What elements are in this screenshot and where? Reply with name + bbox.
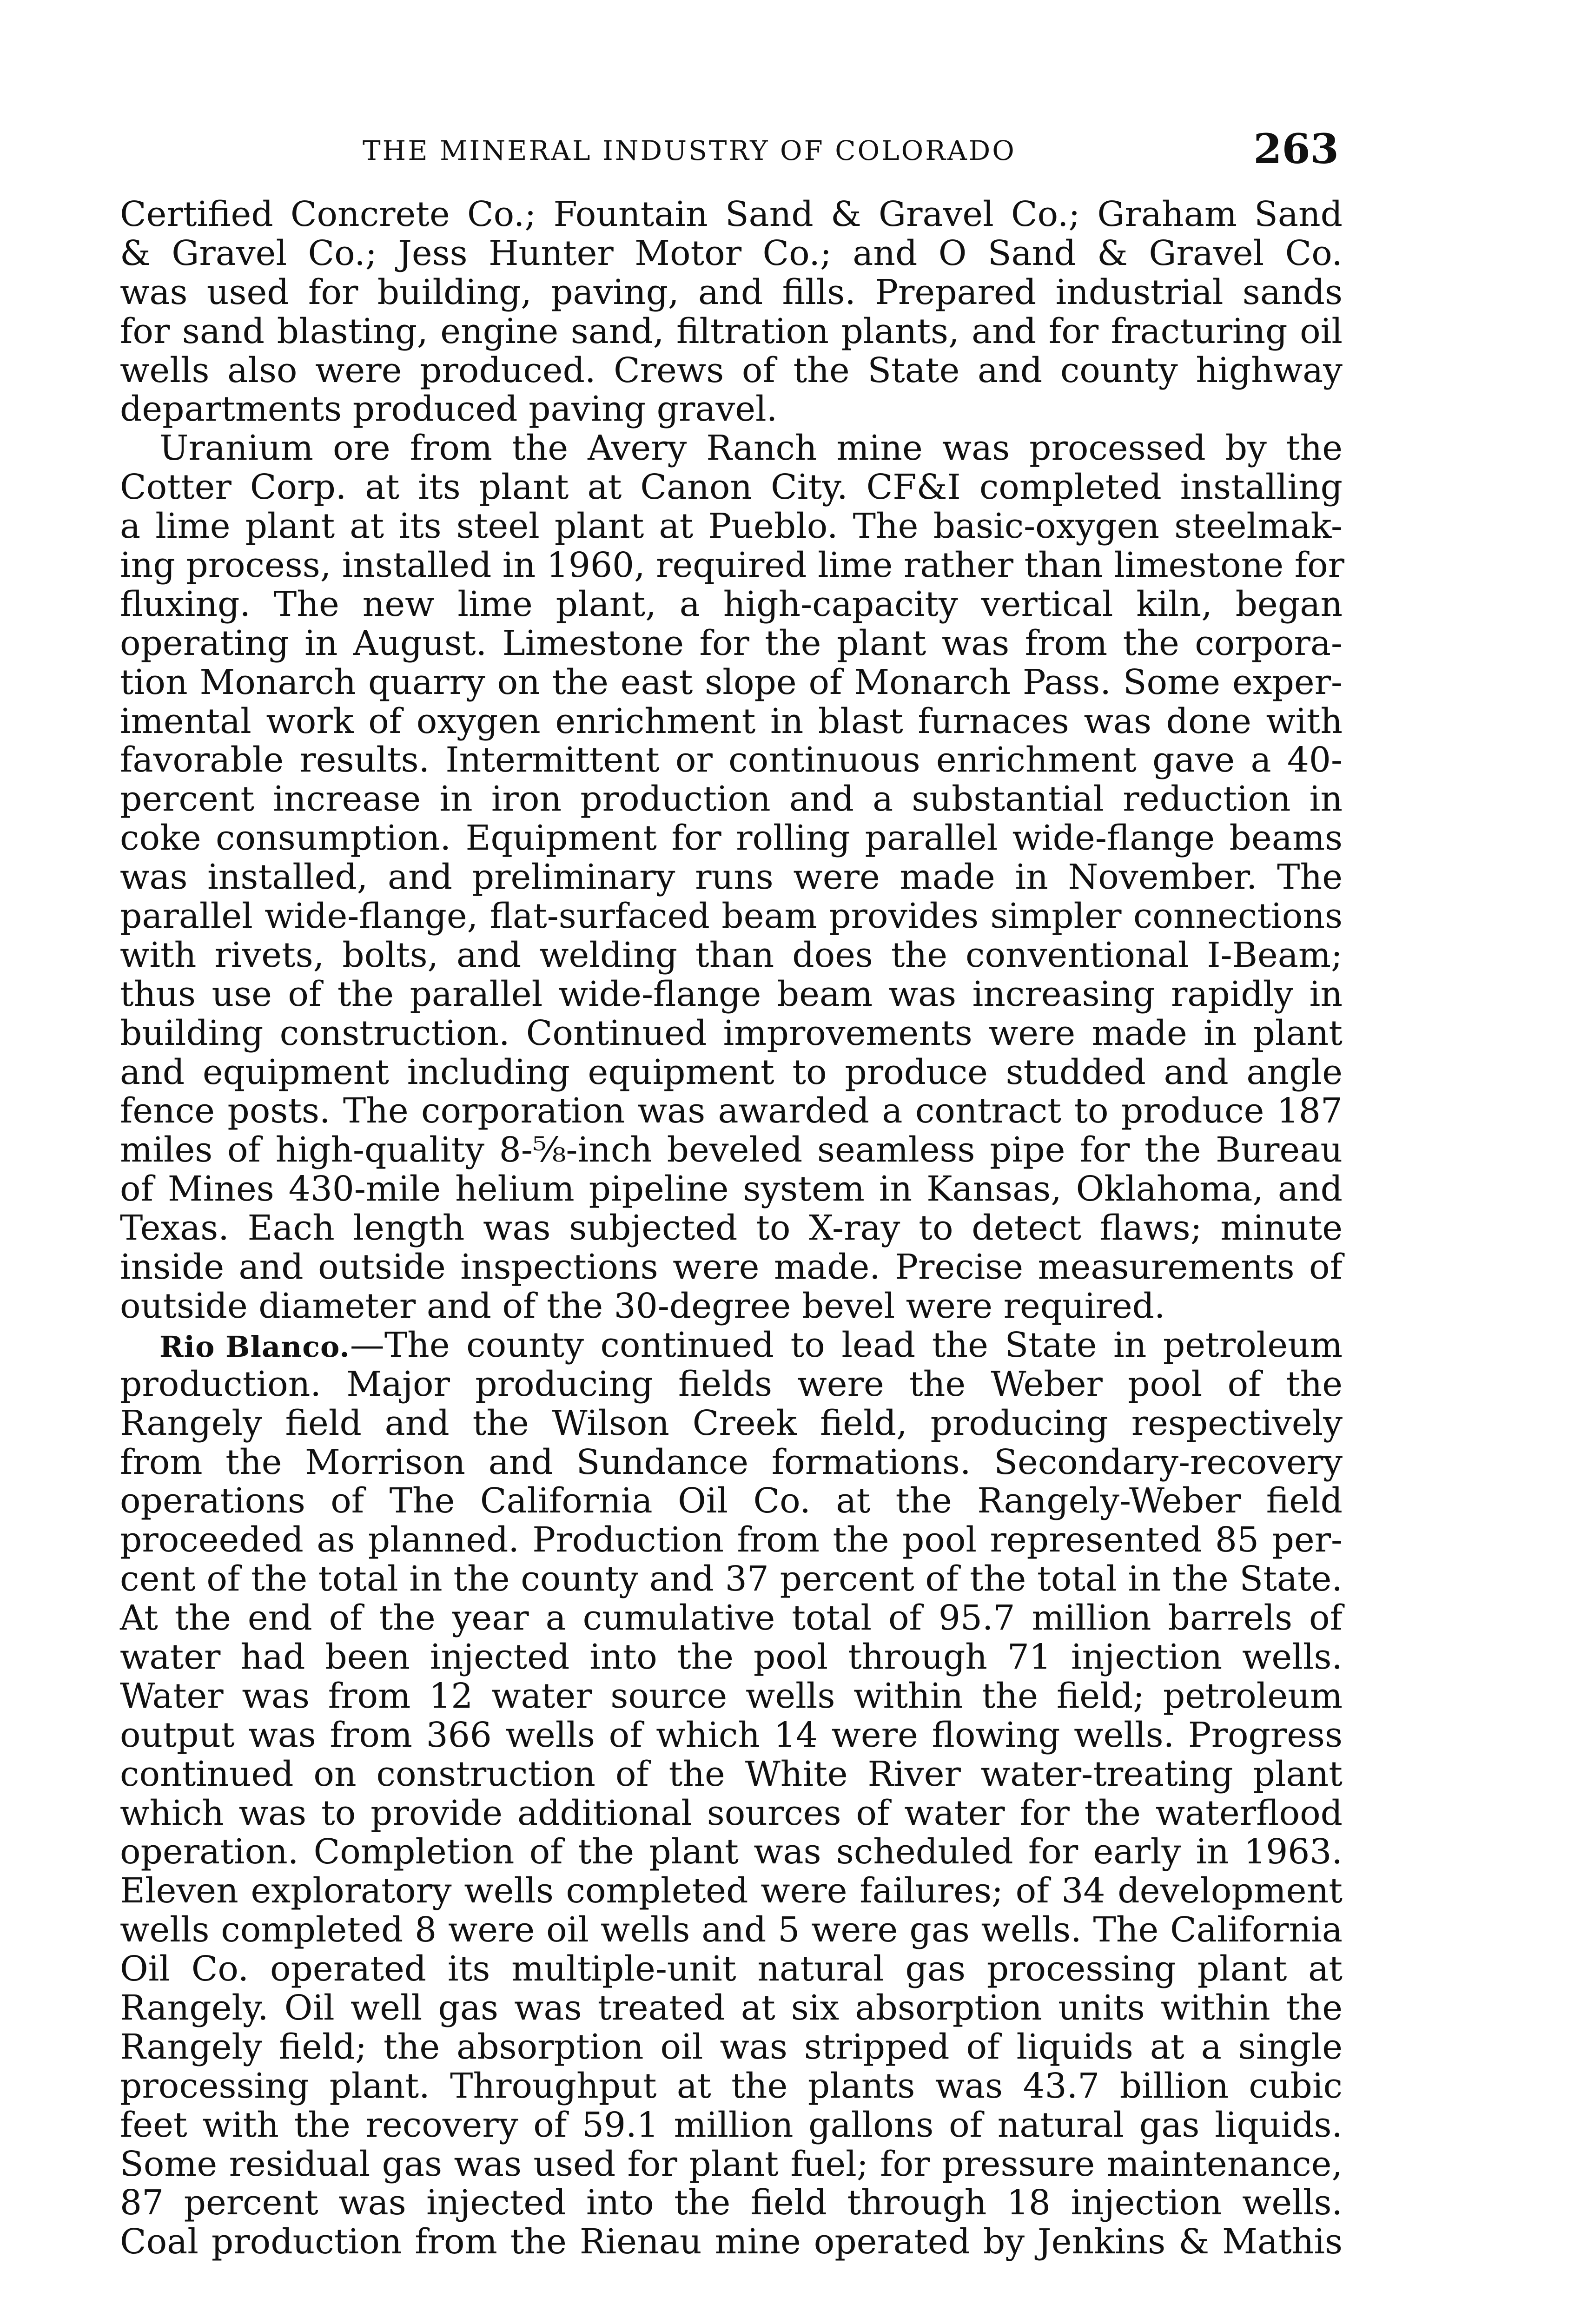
text-line: Water was from 12 water source wells within the field; petroleum: [120, 1676, 1343, 1716]
text-line: operations of The California Oil Co. at the Rangely-Weber field: [120, 1481, 1343, 1521]
run-in-heading: Rio Blanco.: [159, 1329, 350, 1364]
text-line: 87 percent was injected into the field through 18 injection wells.: [120, 2183, 1343, 2223]
text-line: processing plant. Throughput at the plants was 43.7 billion cubic: [120, 2066, 1343, 2106]
text-line: departments produced paving gravel.: [120, 389, 778, 429]
text-line: outside diameter and of the 30-degree bevel were required.: [120, 1286, 1165, 1326]
text-line: a lime plant at its steel plant at Pueblo. The basic-oxygen steelmak-: [120, 506, 1343, 547]
paragraph-uranium-cfi: [120, 429, 1343, 1326]
text-line: tion Monarch quarry on the east slope of Monarch Pass. Some exper-: [120, 662, 1343, 702]
text-line: was installed, and preliminary runs were made in November. The: [120, 857, 1343, 898]
text-line: favorable results. Intermittent or continuous enrichment gave a 40-: [120, 740, 1343, 780]
text-line: At the end of the year a cumulative total of 95.7 million barrels of: [120, 1598, 1343, 1638]
text-line: coke consumption. Equipment for rolling parallel wide-flange beams: [120, 818, 1343, 858]
text-line: water had been injected into the pool through 71 injection wells.: [120, 1637, 1343, 1677]
text-line: Eleven exploratory wells completed were failures; of 34 development: [120, 1871, 1343, 1911]
paragraph-continued: [120, 195, 1343, 429]
text-line: from the Morrison and Sundance formations. Secondary-recovery: [120, 1442, 1343, 1482]
text-line: Oil Co. operated its multiple-unit natural gas processing plant at: [120, 1949, 1343, 1989]
text-line: continued on construction of the White River water-treating plant: [120, 1754, 1343, 1794]
text-line: Texas. Each length was subjected to X-ray to detect flaws; minute: [120, 1208, 1343, 1248]
page-number: 263: [1253, 125, 1339, 173]
text-line-run-in: [120, 1326, 1343, 1365]
text-line: with rivets, bolts, and welding than does the conventional I-Beam;: [120, 935, 1343, 975]
text-line: operating in August. Limestone for the plant was from the corpora-: [120, 623, 1343, 663]
running-title: THE MINERAL INDUSTRY OF COLORADO: [363, 135, 1016, 166]
text-line: inside and outside inspections were made. Precise measurements of: [120, 1247, 1343, 1287]
text-line: imental work of oxygen enrichment in blast furnaces was done with: [120, 701, 1343, 741]
text-line: proceeded as planned. Production from the pool represented 85 per-: [120, 1520, 1343, 1560]
text-line: Uranium ore from the Avery Ranch mine was processed by the: [159, 428, 1343, 469]
text-line: Rangely field and the Wilson Creek field, producing respectively: [120, 1403, 1343, 1443]
text-line: wells also were produced. Crews of the State and county highway: [120, 350, 1343, 390]
text-line: Cotter Corp. at its plant at Canon City. CF&I completed installing: [120, 467, 1343, 508]
text-line: Rangely. Oil well gas was treated at six absorption units within the: [120, 1987, 1343, 2028]
text-line: fluxing. The new lime plant, a high-capacity vertical kiln, began: [120, 584, 1343, 624]
text-line: thus use of the parallel wide-flange beam was increasing rapidly in: [120, 974, 1343, 1014]
text-line: cent of the total in the county and 37 percent of the total in the State.: [120, 1559, 1343, 1599]
body-text: [120, 195, 1343, 2262]
text-line: Certified Concrete Co.; Fountain Sand & Gravel Co.; Graham Sand: [120, 194, 1343, 234]
text-line: miles of high-quality 8-⅝-inch beveled seamless pipe for the Bureau: [120, 1130, 1343, 1170]
text-line: output was from 366 wells of which 14 were flowing wells. Progress: [120, 1715, 1343, 1755]
paragraph-rio-blanco: [120, 1326, 1343, 2262]
text-line: which was to provide additional sources of water for the waterflood: [120, 1793, 1343, 1833]
text-line: ing process, installed in 1960, required lime rather than limestone for: [120, 545, 1345, 586]
text-line: Rangely field; the absorption oil was stripped of liquids at a single: [120, 2027, 1343, 2067]
text-line: fence posts. The corporation was awarded a contract to produce 187: [120, 1091, 1343, 1131]
text-line: and equipment including equipment to produce studded and angle: [120, 1052, 1343, 1092]
text-line: feet with the recovery of 59.1 million gallons of natural gas liquids.: [120, 2105, 1343, 2145]
text-line: wells completed 8 were oil wells and 5 were gas wells. The California: [120, 1910, 1343, 1950]
text-line: operation. Completion of the plant was scheduled for early in 1963.: [120, 1832, 1343, 1872]
text-line: percent increase in iron production and a substantial reduction in: [120, 779, 1343, 819]
text-line: building construction. Continued improvements were made in plant: [120, 1013, 1343, 1053]
text-line: Some residual gas was used for plant fuel; for pressure maintenance,: [120, 2144, 1343, 2184]
text-line: & Gravel Co.; Jess Hunter Motor Co.; and O Sand & Gravel Co.: [120, 233, 1343, 273]
text-line: was used for building, paving, and fills. Prepared industrial sands: [120, 272, 1343, 312]
text-line: of Mines 430-mile helium pipeline system in Kansas, Oklahoma, and: [120, 1169, 1343, 1209]
text-line-rest: —The county continued to lead the State in petroleum: [350, 1325, 1343, 1365]
text-line: production. Major producing fields were the Weber pool of the: [120, 1364, 1343, 1404]
text-line: parallel wide-flange, flat-surfaced beam provides simpler connections: [120, 896, 1343, 937]
text-line: Coal production from the Rienau mine operated by Jenkins & Mathis: [120, 2222, 1343, 2262]
text-line: for sand blasting, engine sand, filtration plants, and for fracturing oil: [120, 311, 1343, 351]
running-head: [121, 125, 1339, 176]
